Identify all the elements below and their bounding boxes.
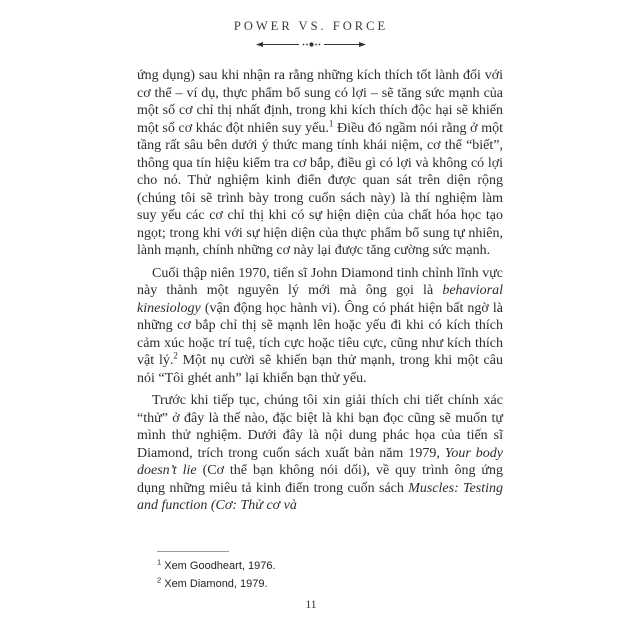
footnote: $^1$ Xem Goodheart, 1976.	[157, 557, 276, 572]
footnote-marker: 2	[173, 350, 178, 361]
text-run: ứng dụng) sau khi nhận ra rằng những kích thích tốt lành đối với cơ thể – ví dụ, thực phẩm bổ sung có lợi – sẽ tăng sức mạnh của một số cơ chỉ thị nhất định, trong khi kích thích độc hại sẽ khiến một số cơ khác đột nhiên suy yếu.	[137, 68, 503, 136]
text-run: (vận động học hành vi). Ông có phát hiện bất ngờ là những cơ bắp chỉ thị sẽ mạnh lên hoặc yếu đi khi có kích thích cảm xúc hoặc trí tuệ, tích cực hoặc tiêu cực, cũng như kích thích vật lý.	[137, 300, 503, 368]
footnote: $^2$ Xem Diamond, 1979.	[157, 574, 268, 590]
text-run: Cuối thập niên 1970, tiến sĩ John Diamond tinh chỉnh lĩnh vực này thành một nguyên lý mới mà ông gọi là	[137, 265, 503, 298]
text-run: Muscles: Testing and function (Cơ: Thử cơ và	[137, 480, 504, 513]
footnote-rule	[157, 551, 229, 552]
text-run: Một nụ cười sẽ khiến bạn thử mạnh, trong khi một câu nói “Tôi ghét anh” lại khiến bạn thử yếu.	[137, 353, 503, 386]
text-run: (Cơ thể bạn không nói dối), về quy trình ông ứng dụng những miêu tả kinh điển trong cuốn sách	[137, 463, 503, 496]
paragraph	[137, 265, 503, 388]
text-run: Điều đó ngầm nói rằng ở một tầng rất sâu bên dưới ý thức mang tính khái niệm, cơ thể “biết”, thông qua tín hiệu kiểm tra cơ bắp, điều gì có lợi và không có lợi cho nó. Thử nghiệm kinh điển được quan sát trên diện rộng (chúng tôi sẽ trình bày trong cuốn sách này) là thí nghiệm làm suy yếu các cơ chỉ thị khi có sự hiện diện của chất hóa học tạo ngọt; trong khi với sự hiện diện của thực phẩm bổ sung tự nhiên, lành mạnh, chính những cơ này lại được tăng cường sức mạnh.	[137, 120, 503, 258]
footnote-marker: 1	[157, 557, 162, 567]
running-head: POWER VS. FORCE	[233, 19, 389, 33]
divider-arrow-ornament	[255, 39, 367, 50]
page-number: 11	[305, 599, 317, 611]
paragraph	[137, 67, 503, 260]
footnote-marker: 1	[328, 117, 334, 128]
body-text	[137, 67, 503, 520]
footnote-marker: 2	[157, 574, 162, 584]
text-run: Trước khi tiếp tục, chúng tôi xin giải thích chi tiết chính xác “thử” ở đây là thế nào, đặc biệt là khi bạn đọc cũng sẽ muốn tự mình thử nghiệm. Dưới đây là nội dung phác họa của tiến sĩ Diamond, trích trong cuốn sách xuất bản năm 1979,	[137, 393, 503, 461]
paragraph	[137, 392, 503, 515]
footnotes-list	[157, 558, 497, 593]
text-run: behavioral kinesiology	[137, 283, 503, 316]
text-run: Your body doesn’t lie	[137, 445, 503, 478]
footnotes-section	[157, 551, 497, 593]
